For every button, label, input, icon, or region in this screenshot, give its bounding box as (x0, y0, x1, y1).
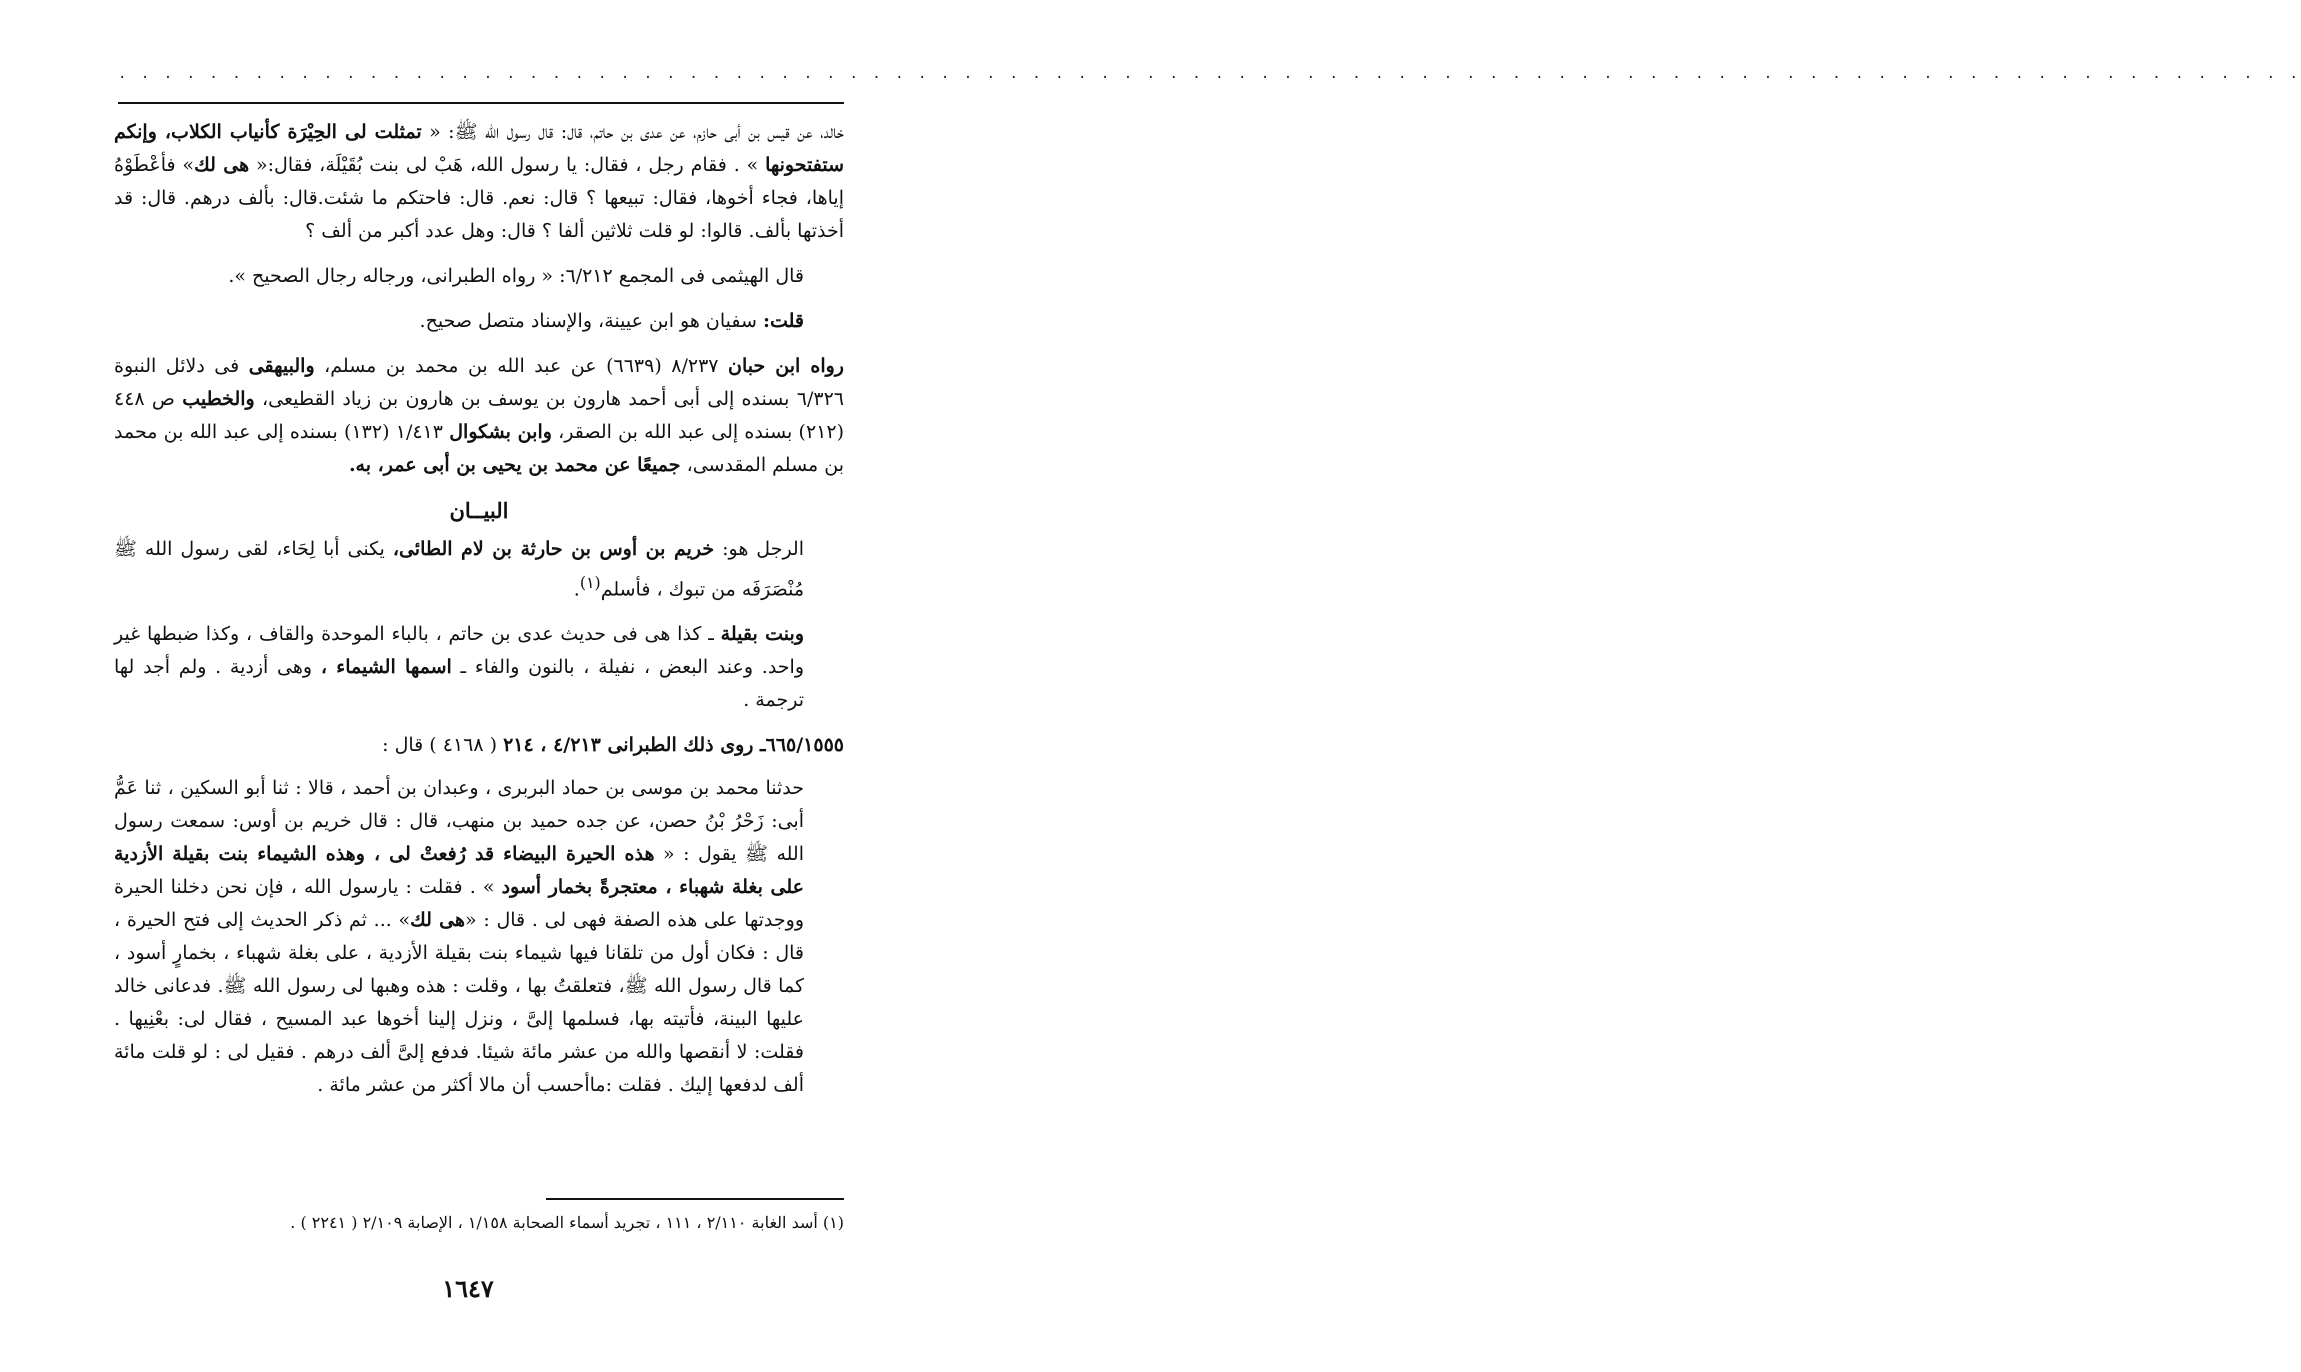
footnote-rule (546, 1198, 844, 1200)
main-text (114, 116, 844, 1114)
footnote-marker: (١) (579, 573, 601, 592)
author-comment: قلت: سفيان هو ابن عيينة، والإسناد متصل صحيح. (419, 310, 804, 332)
bayan-paragraph-2: وبنت بقيلة ـ كذا هى فى حديث عدى بن حاتم ، بالباء الموحدة والقاف ، وكذا ضبطها غير واحد. وعند البعض ، نفيلة ، بالنون والفاء ـ اسمها الشيماء ، وهى أزدية . ولم أجد لها ترجمة . (114, 623, 805, 712)
bayan-paragraph-1: الرجل هو: خريم بن أوس بن حارثة بن لام الطائى، يكنى أبا لِحَاء، لقى رسول الله ﷺ مُنْصَرَفَه من تبوك ، فأسلم$^{(١)}$. (114, 538, 804, 601)
hadith-paragraph-1: خالد، عن قيس بن أبى حازم، عن عدى بن حاتم، قال: قال رسول الله ﷺ: « تمثلت لى الحِيْرَة كأنياب الكلاب، وإنكم ستفتحونها » . فقام رجل ، فقال: يا رسول الله، هَبْ لى بنت بُقَيْلَة، فقال:« هى لك» فأعْطَوْهُ إياها، فجاء أخوها، فقال: تبيعها ؟ قال: نعم. قال: فاحتكم ما شئت.قال: بألف درهم. قال: قد أخذتها بألف. قالوا: لو قلت ثلاثين ألفا ؟ قال: وهل عدد أكبر من ألف ؟ (114, 121, 845, 242)
hadith-paragraph-2: حدثنا محمد بن موسى بن حماد البربرى ، وعبدان بن أحمد ، قالا : ثنا أبو السكين ، ثنا عَمُّ أبى: زَحْرُ بْنُ حصن، عن جده حميد بن منهب، قال : قال خريم بن أوس: سمعت رسول الله ﷺ يقول : « هذه الحيرة البيضاء قد رُفعتْ لى ، وهذه الشيماء بنت بقيلة الأزدية على بغلة شهباء ، معتجرةً بخمار أسود » . فقلت : يارسول الله ، فإن نحن دخلنا الحيرة ووجدتها على هذه الصفة فهى لى . قال : «هى لك» ... ثم ذكر الحديث إلى فتح الحيرة ، قال : فكان أول من تلقانا فيها شيماء بنت بقيلة الأزدية ، على بغلة شهباء ، بخمارٍ أسود ، كما قال رسول الله ﷺ، فتعلقتُ بها ، وقلت : هذه وهبها لى رسول الله ﷺ. فدعانى خالد عليها البينة، فأتيته بها، فسلمها إلىَّ ، ونزل إلينا أخوها عبد المسيح ، فقال لى: بعْنِيها . فقلت: لا أنقصها والله من عشر مائة شيئا. فدفع إلىَّ ألف درهم . فقيل لى : لو قلت مائة ألف لدفعها إليك . فقلت :ماأحسب أن مالا أكثر من عشر مائة . (114, 777, 805, 1097)
hadith-number-heading: ٦٦٥/١٥٥٥ـ روى ذلك الطبرانى ٤/٢١٣ ، ٢١٤ ( ٤١٦٨ ) قال : (382, 734, 844, 757)
header-rule (118, 102, 844, 104)
header-dotted-line: · · · · · · · · · · · · · · · · · · · · · · · · · · · · · · · · · · · · · · · · · · · · · · · · · · · · · · · · · · · · · · · · · · · · · · · · · · · · · · · · · · · · · · · · · · · · · · · · (118, 70, 2301, 86)
footnote: (١) أسد الغابة ٢/١١٠ ، ١١١ ، تجريد أسماء الصحابة ١/١٥٨ ، الإصابة ٢/١٠٩ ( ٢٢٤١ ) . (290, 1213, 844, 1232)
page-number: ١٦٤٧ (442, 1274, 494, 1303)
haythami-note: قال الهيثمى فى المجمع ٦/٢١٢: « رواه الطبرانى، ورجاله رجال الصحيح ». (228, 265, 804, 287)
section-heading-bayan: البيــان (449, 498, 509, 523)
takhrij-paragraph: رواه ابن حبان ٨/٢٣٧ (٦٦٣٩) عن عبد الله بن محمد بن مسلم، والبيهقى فى دلائل النبوة ٦/٣٢٦ بسنده إلى أبى أحمد هارون بن يوسف بن هارون بن زياد القطيعى، والخطيب ص ٤٤٨ (٢١٢) بسنده إلى عبد الله بن الصقر، وابن بشكوال ١/٤١٣ (١٣٢) بسنده إلى عبد الله بن محمد بن مسلم المقدسى، جميعًا عن محمد بن يحيى بن أبى عمر، به. (114, 355, 845, 476)
